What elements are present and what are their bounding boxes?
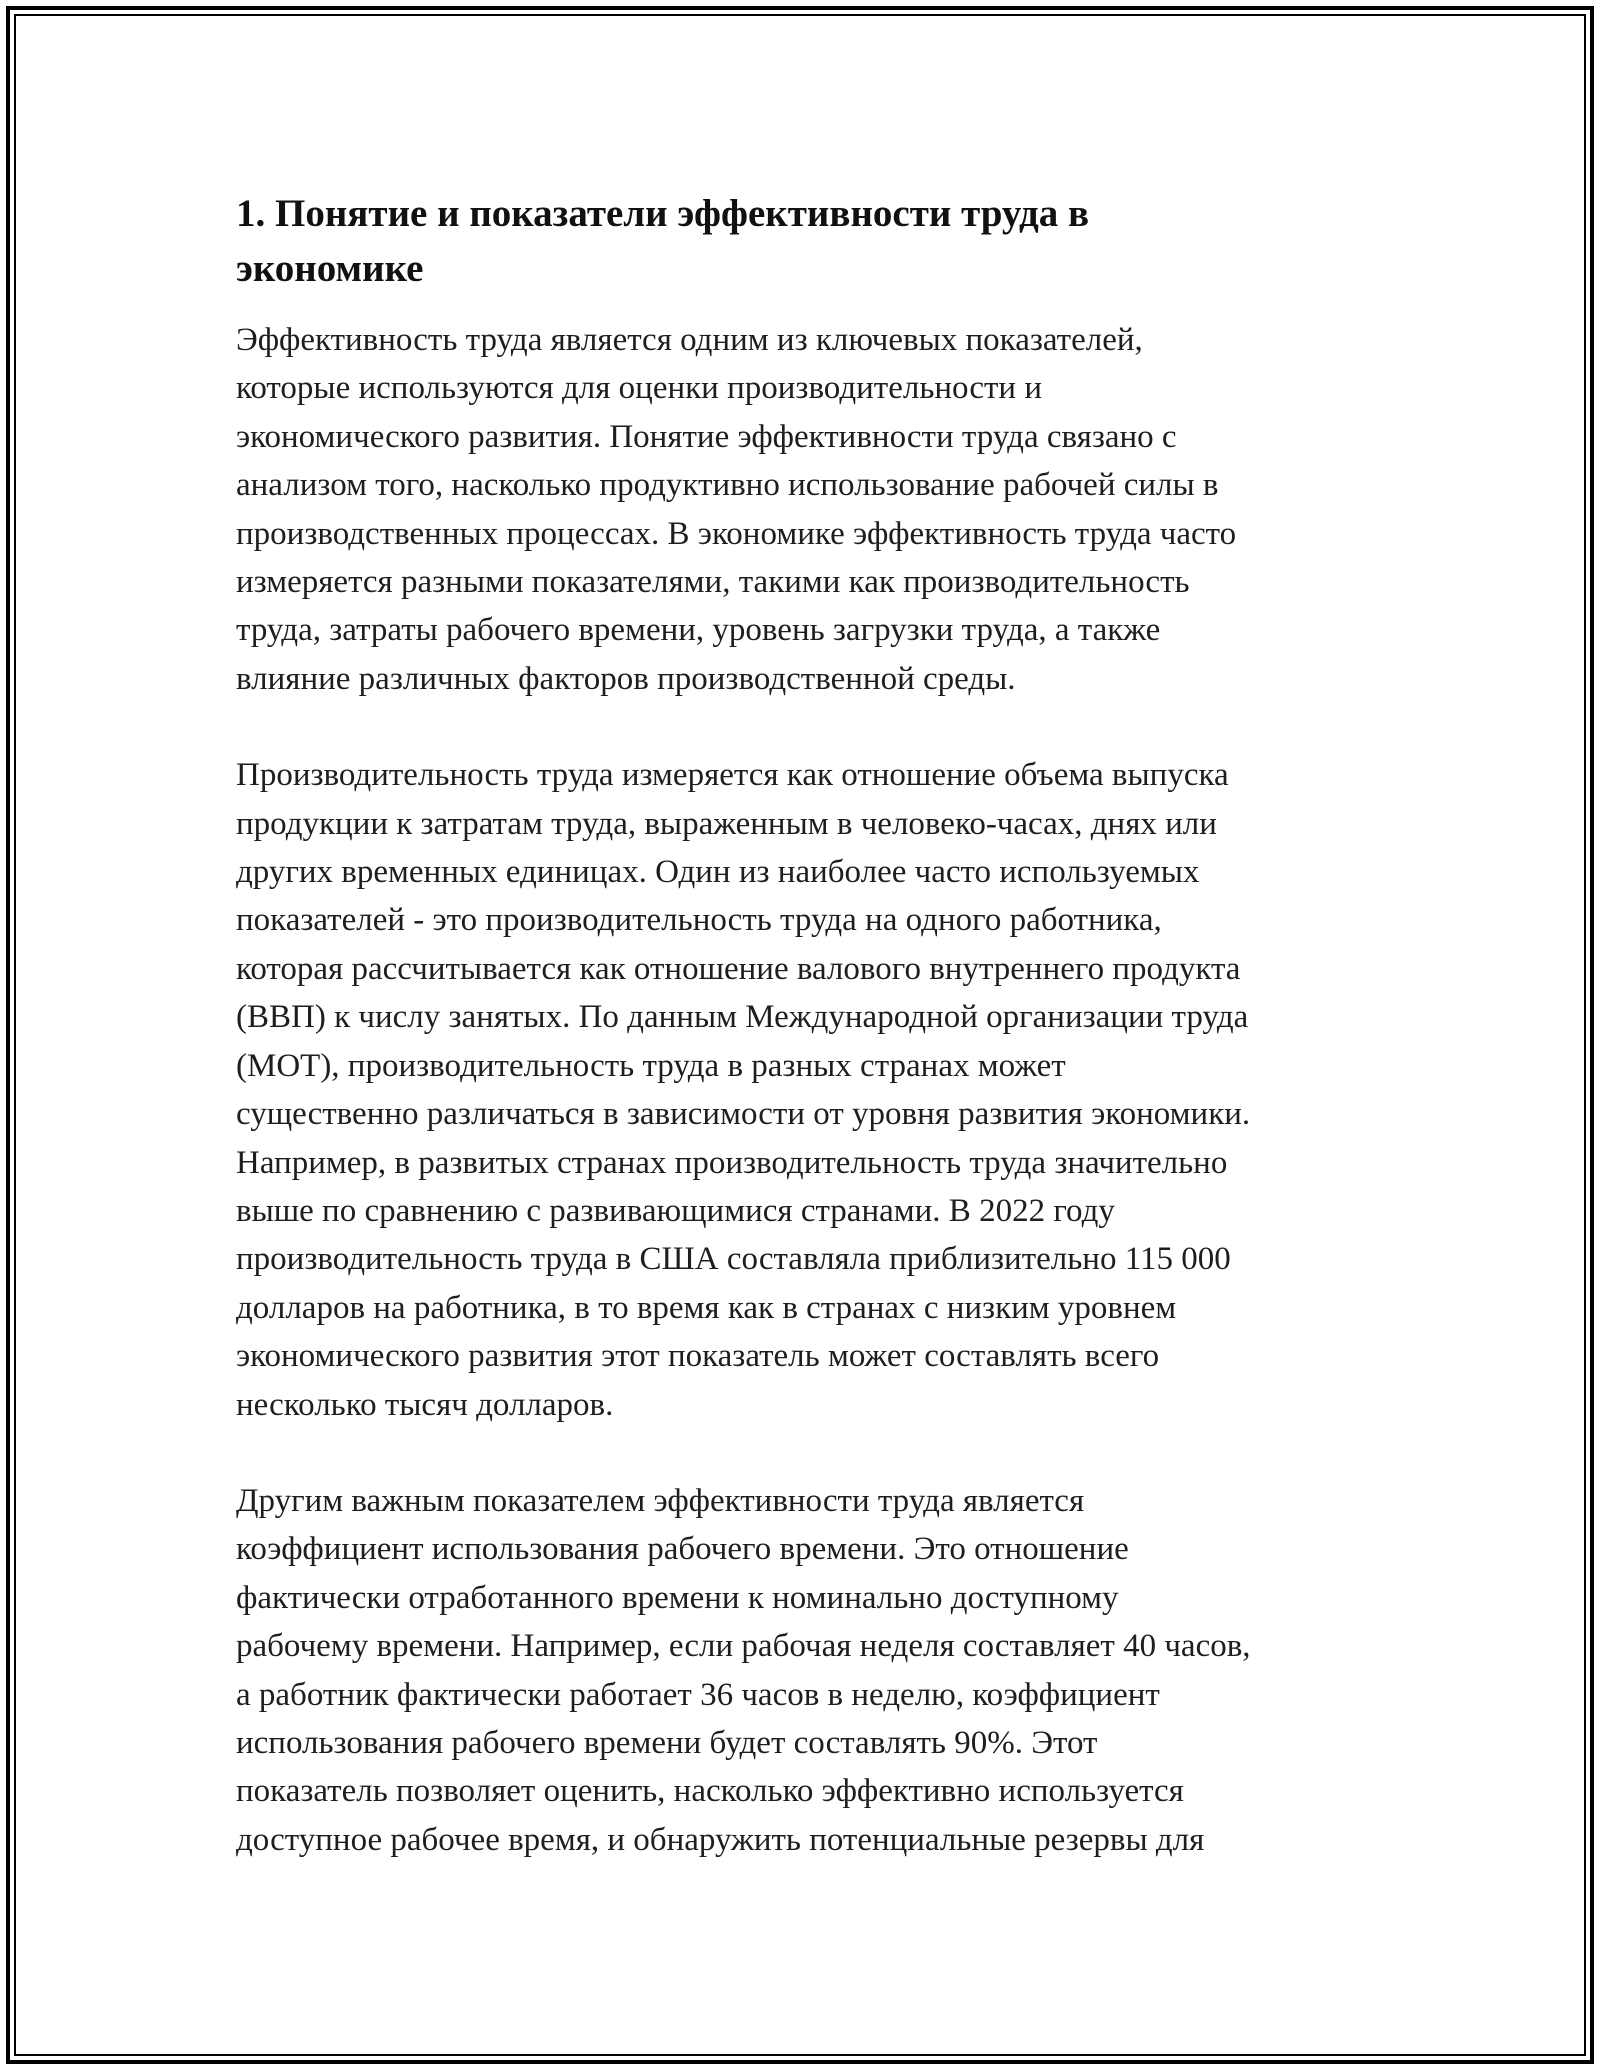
text-line: коэффициент использования рабочего времени. Это отношение: [236, 1531, 1129, 1568]
text-line: несколько тысяч долларов.: [236, 1386, 614, 1423]
text-line: показатель позволяет оценить, насколько эффективно используется: [236, 1773, 1184, 1810]
text-line: измеряется разными показателями, такими как производительность: [236, 564, 1190, 601]
text-line: долларов на работника, в то время как в странах с низким уровнем: [236, 1289, 1177, 1326]
text-line: других временных единицах. Один из наиболее часто используемых: [236, 854, 1200, 891]
text-line: Производительность труда измеряется как отношение объема выпуска: [236, 757, 1229, 794]
paragraph-1: [236, 316, 1396, 703]
text-line: Например, в развитых странах производительность труда значительно: [236, 1144, 1228, 1181]
text-line: рабочему времени. Например, если рабочая неделя составляет 40 часов,: [236, 1628, 1251, 1665]
text-line: доступное рабочее время, и обнаружить потенциальные резервы для: [236, 1821, 1205, 1858]
text-line: экономического развития. Понятие эффективности труда связано с: [236, 418, 1177, 455]
text-line: которая рассчитывается как отношение валового внутреннего продукта: [236, 950, 1241, 987]
section-heading: [236, 186, 1396, 296]
text-line: фактически отработанного времени к номинально доступному: [236, 1579, 1119, 1616]
text-line: которые используются для оценки производительности и: [236, 370, 1043, 407]
text-line: экономического развития этот показатель может составлять всего: [236, 1338, 1160, 1375]
text-line: (МОТ), производительность труда в разных странах может: [236, 1047, 1066, 1084]
text-line: использования рабочего времени будет составлять 90%. Этот: [236, 1724, 1098, 1761]
document-body: [236, 186, 1396, 1864]
text-line: влияние различных факторов производственной среды.: [236, 660, 1016, 697]
text-line: труда, затраты рабочего времени, уровень загрузки труда, а также: [236, 612, 1161, 649]
paragraph-3: [236, 1477, 1396, 1864]
text-line: Эффективность труда является одним из ключевых показателей,: [236, 322, 1143, 358]
text-line: существенно различаться в зависимости от уровня развития экономики.: [236, 1096, 1251, 1133]
text-line: а работник фактически работает 36 часов в неделю, коэффициент: [236, 1676, 1160, 1713]
text-line: (ВВП) к числу занятых. По данным Международной организации труда: [236, 999, 1249, 1036]
text-line: показателей - это производительность труда на одного работника,: [236, 902, 1162, 939]
text-line: производительность труда в США составляла приблизительно 115 000: [236, 1241, 1231, 1278]
section-heading-line: 1. Понятие и показатели эффективности труда в: [236, 192, 1090, 235]
text-line: анализом того, насколько продуктивно использование рабочей силы в: [236, 467, 1219, 504]
paragraph-2: [236, 751, 1396, 1429]
text-line: продукции к затратам труда, выраженным в человеко-часах, днях или: [236, 805, 1217, 842]
text-line: Другим важным показателем эффективности труда является: [236, 1482, 1085, 1519]
text-line: производственных процессах. В экономике эффективность труда часто: [236, 515, 1237, 552]
text-line: выше по сравнению с развивающимися странами. В 2022 году: [236, 1192, 1115, 1229]
section-heading-line: экономике: [236, 247, 424, 290]
